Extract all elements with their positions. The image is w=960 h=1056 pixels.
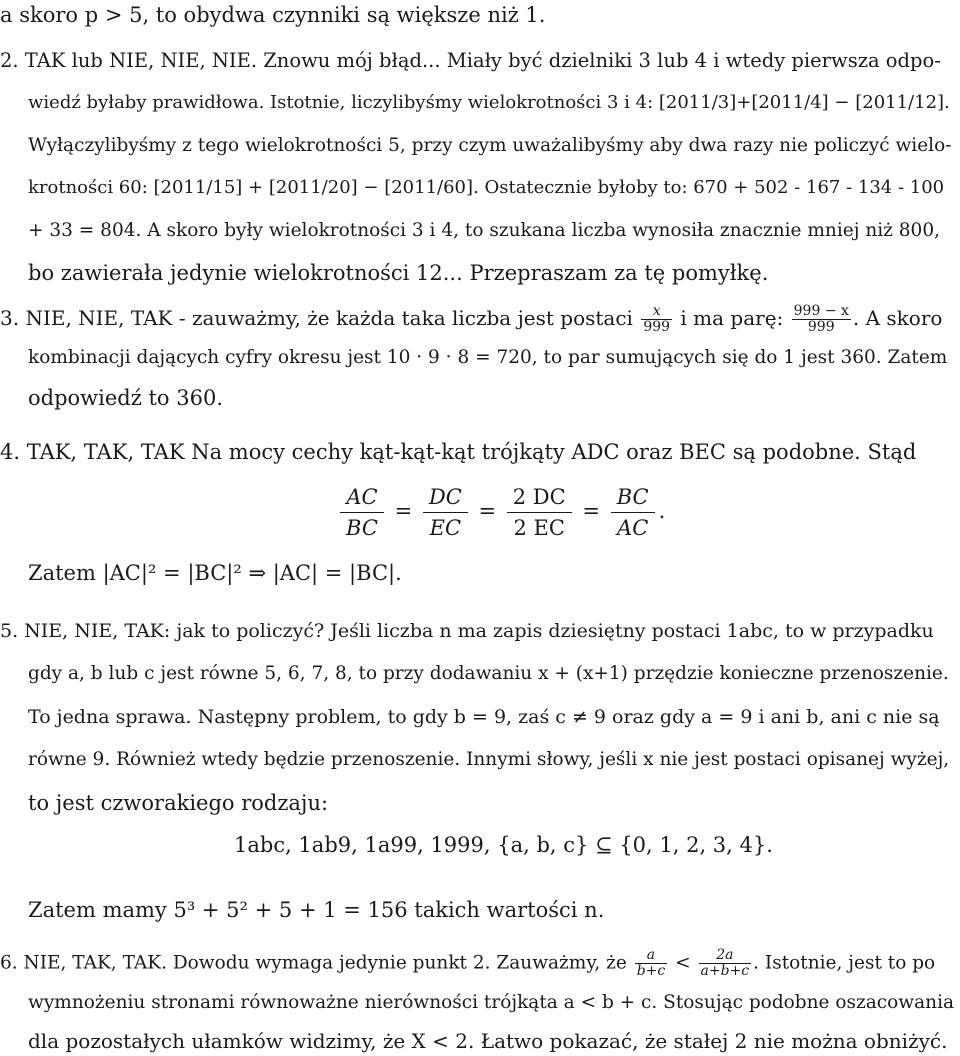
fraction-denominator: a+b+c	[700, 963, 750, 979]
fraction-numerator: a	[635, 948, 668, 964]
equals-sign: =	[394, 499, 413, 523]
answer-4-line-1: 4. TAK, TAK, TAK Na mocy cechy kąt-kąt-kąt trójkąty ADC oraz BEC są podobne. Stąd	[0, 440, 917, 464]
answer-3-text-c: . A skoro	[852, 306, 943, 330]
fraction-denominator: 999	[643, 319, 671, 335]
ratio-denominator: EC	[429, 516, 462, 540]
answer-2-line-2: wiedź byłaby prawidłowa. Istotnie, liczylibyśmy wielokrotności 3 i 4: [2011/3]+[2011/4] − [2011/12].	[28, 92, 950, 113]
answer-2-line-6: bo zawierała jedynie wielokrotności 12... Przepraszam za tę pomyłkę.	[28, 261, 769, 285]
answer-5-line-5: to jest czworakiego rodzaju:	[28, 791, 329, 815]
answer-5-line-2: gdy a, b lub c jest równe 5, 6, 7, 8, to przy dodawaniu x + (x+1) przędzie konieczne przenoszenie.	[28, 663, 949, 684]
answer-2-line-3: Wyłączylibyśmy z tego wielokrotności 5, przy czym uważalibyśmy aby dwa razy nie policzyć wielo-	[28, 135, 952, 156]
fraction-numerator: 2a	[699, 948, 752, 964]
fraction-numerator: 999 − x	[793, 303, 849, 319]
fraction-a-over-bc	[635, 948, 668, 979]
equals-sign: =	[478, 499, 497, 523]
fraction-numerator: x	[641, 304, 672, 320]
answer-3-line-3: odpowiedź to 360.	[28, 386, 223, 410]
answer-6-text-b: . Istotnie, jest to po	[753, 952, 936, 974]
answer-6-line-3: dla pozostałych ułamków widzimy, że X < 2. Łatwo pokazać, że stałej 2 nie można obniżyć.	[28, 1029, 948, 1053]
ratio-numerator: 2 DC	[507, 482, 572, 513]
equation-period: .	[658, 499, 666, 523]
less-than-sign: <	[675, 952, 691, 974]
fraction-denominator: 999	[807, 319, 835, 335]
answer-5-conclusion: Zatem mamy 5³ + 5² + 5 + 1 = 156 takich wartości n.	[28, 898, 605, 922]
answer-4-conclusion: Zatem |AC|² = |BC|² ⇒ |AC| = |BC|.	[28, 561, 402, 585]
fraction-x-over-999	[641, 304, 672, 335]
answer-6-text-a: 6. NIE, TAK, TAK. Dowodu wymaga jedynie punkt 2. Zauważmy, że	[0, 952, 627, 974]
ratio-denominator: AC	[617, 516, 649, 540]
answer-3-text-a: 3. NIE, NIE, TAK - zauważmy, że każda taka liczba jest postaci	[0, 306, 633, 330]
answer-3-line-1	[0, 303, 942, 333]
answer-2-line-1: 2. TAK lub NIE, NIE, NIE. Znowu mój błąd... Miały być dzielniki 3 lub 4 i wtedy pierwsza odpo-	[0, 49, 941, 72]
cases-equation: 1abc, 1ab9, 1a99, 1999, {a, b, c} ⊆ {0, 1, 2, 3, 4}.	[234, 833, 773, 857]
answer-5-line-4: równe 9. Również wtedy będzie przenoszenie. Innymi słowy, jeśli x nie jest postaci opisanej wyżej,	[28, 749, 950, 770]
answer-5-line-3: To jedna sprawa. Następny problem, to gdy b = 9, zaś c ≠ 9 oraz gdy a = 9 i ani b, ani c nie są	[28, 706, 940, 728]
answer-3-line-2: kombinacji dających cyfry okresu jest 10 · 9 · 8 = 720, to par sumujących się do 1 jest 360. Zatem	[28, 347, 948, 368]
answer-5-line-1: 5. NIE, NIE, TAK: jak to policzyć? Jeśli liczba n ma zapis dziesiętny postaci 1abc, to w przypadku	[0, 620, 934, 642]
ratio-ac-bc	[340, 482, 384, 543]
answer-6-line-2: wymnożeniu stronami równoważne nierówności trójkąta a < b + c. Stosując podobne oszacowania	[28, 992, 955, 1013]
ratio-numerator: AC	[340, 482, 384, 513]
ratio-denominator: 2 EC	[513, 516, 565, 540]
ratio-bc-ac	[611, 482, 655, 543]
ratio-2dc-2ec	[507, 482, 572, 543]
ratio-equation	[336, 482, 665, 543]
text-line-intro: a skoro p > 5, to obydwa czynniki są większe niż 1.	[0, 3, 546, 27]
fraction-999-minus-x	[792, 304, 851, 335]
ratio-dc-ec	[423, 482, 468, 543]
ratio-numerator: DC	[423, 482, 468, 513]
fraction-denominator: b+c	[636, 963, 666, 979]
answer-3-text-b: i ma parę:	[680, 306, 784, 330]
fraction-2a-over-abc	[699, 948, 752, 979]
answer-2-line-4: krotności 60: [2011/15] + [2011/20] − [2011/60]. Ostatecznie byłoby to: 670 + 502 - 167 - 134 - 100	[28, 177, 945, 198]
equals-sign: =	[582, 499, 601, 523]
answer-2-line-5: + 33 = 804. A skoro były wielokrotności 3 i 4, to szukana liczba wynosiła znacznie mniej niż 800,	[28, 220, 940, 241]
ratio-numerator: BC	[611, 482, 655, 513]
ratio-denominator: BC	[346, 516, 378, 540]
answer-6-line-1	[0, 948, 935, 978]
